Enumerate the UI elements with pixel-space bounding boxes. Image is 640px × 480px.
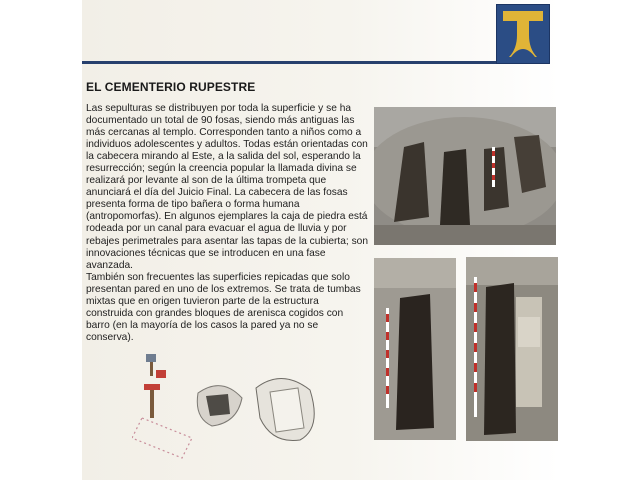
rock-cut-tombs-photo <box>374 107 556 245</box>
page-title: EL CEMENTERIO RUPESTRE <box>86 80 256 94</box>
paragraph-2: También son frecuentes las superficies repicadas que solo presentan pared en uno de los extremos. Se trata de tumbas mixtas que en origen tuvieron parte de la estructura construida con grandes bloques de arenisca cogidos con barro (en la mayoría de los casos la pared ya no se conserva). <box>86 271 361 343</box>
left-margin <box>0 0 82 480</box>
tomb-with-scale-bar-photo <box>374 258 456 440</box>
mixed-tomb-with-scale-bar-photo <box>466 257 558 441</box>
tomb-excavation-illustration <box>132 348 332 468</box>
paragraph-1: Las sepulturas se distribuyen por toda la superficie y se ha documentado un total de 90 fosas, siendo más antiguas las más cercanas al templo. Corresponden tanto a niños como a individuos adolescentes y adultos. Todas están orientadas con la cabecera mirando al Este, a la salida del sol, esperando la resurrección; según la creencia popular la llamada divina se realizará por levante al son de la última trompeta que anunciará el día del Juicio Final. La cabecera de las fosas presenta forma de tipo bañera o forma humana (antropomorfas). En algunos ejemplares la caja de piedra está rodeada por un canal para evacuar el agua de lluvia y por rebajes perimetrales para asentar las tapas de la cubierta; son innovaciones técnicas que se introducen en una fase avanzada. <box>86 103 369 271</box>
logo-icon <box>497 5 549 63</box>
institution-logo <box>496 4 550 64</box>
body-text <box>86 103 368 344</box>
right-margin <box>560 0 640 480</box>
header-rule <box>82 61 500 64</box>
